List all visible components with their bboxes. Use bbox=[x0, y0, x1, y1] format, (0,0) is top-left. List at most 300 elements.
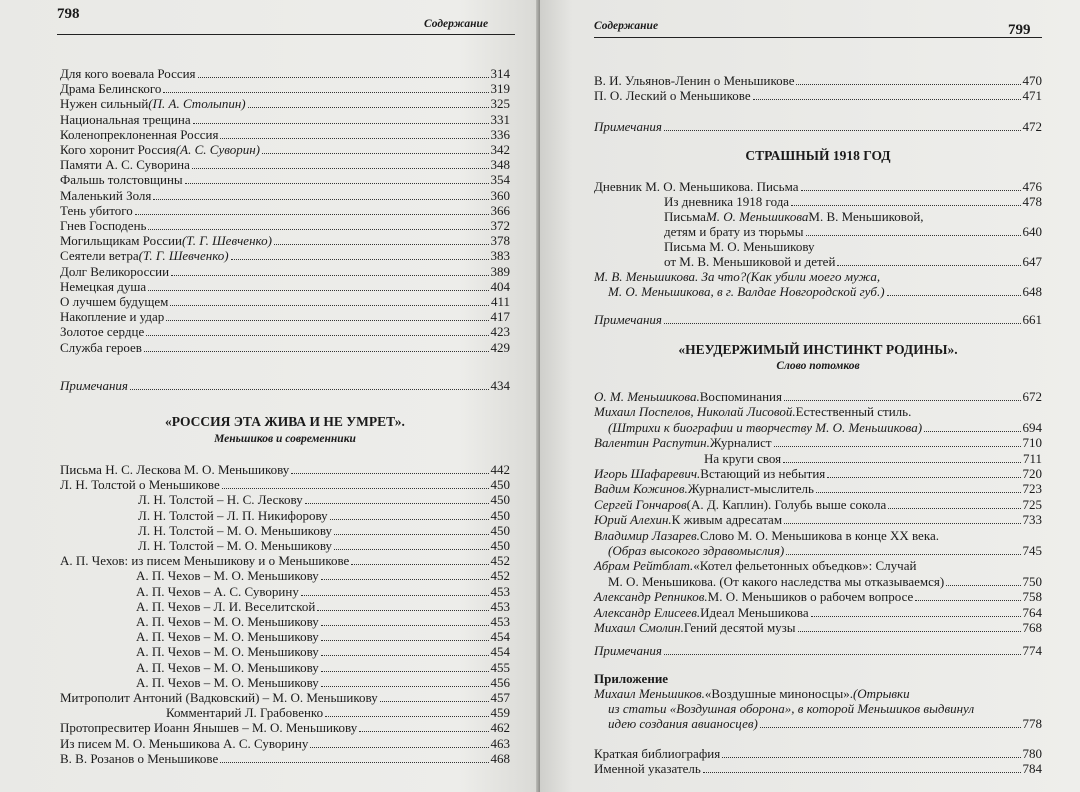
toc-entry[interactable] bbox=[608, 543, 1042, 558]
leader-dots bbox=[334, 534, 488, 535]
leader-dots bbox=[301, 595, 489, 596]
toc-page: 784 bbox=[1022, 761, 1042, 776]
toc-title: Из писем М. О. Меньшикова А. С. Суворину bbox=[60, 735, 309, 751]
toc-entry-diary-1918[interactable] bbox=[664, 194, 1042, 209]
toc-entry[interactable] bbox=[594, 481, 1042, 496]
leader-dots bbox=[170, 305, 489, 306]
toc-entry[interactable] bbox=[594, 389, 1042, 404]
toc-entry-letters2-line1[interactable] bbox=[664, 239, 1042, 254]
toc-author: Юрий Алехин. bbox=[594, 512, 672, 528]
toc-page: 672 bbox=[1022, 389, 1042, 404]
leader-dots bbox=[753, 99, 1021, 100]
toc-entry-letters-line2[interactable] bbox=[664, 224, 1042, 239]
toc-entry[interactable] bbox=[60, 736, 510, 751]
leader-dots bbox=[722, 757, 1020, 758]
leader-dots bbox=[185, 183, 489, 184]
toc-author: Владимир Лазарев. bbox=[594, 527, 700, 543]
toc-title: А. П. Чехов – М. О. Меньшикову bbox=[136, 644, 319, 660]
toc-title-italic: Михаил Меньшиков. bbox=[594, 686, 705, 701]
toc-author: Михаил Поспелов, Николай Лисовой. bbox=[594, 404, 796, 420]
toc-entry[interactable] bbox=[60, 248, 510, 263]
toc-author: Александр Елисеев. bbox=[594, 604, 701, 620]
toc-page: 476 bbox=[1022, 179, 1042, 194]
toc-title: Письма bbox=[664, 209, 706, 224]
leader-dots bbox=[760, 727, 1021, 728]
toc-page: 774 bbox=[1022, 643, 1042, 658]
toc-entry[interactable] bbox=[594, 88, 1042, 103]
toc-page: 725 bbox=[1022, 496, 1042, 512]
leader-dots bbox=[291, 473, 488, 474]
leader-dots bbox=[811, 616, 1021, 617]
toc-title: Слово М. О. Меньшикова в конце XX века. bbox=[699, 527, 939, 543]
toc-page: 720 bbox=[1022, 466, 1042, 481]
toc-title: Протопресвитер Иоанн Янышев – М. О. Меньшикову bbox=[60, 720, 358, 736]
toc-page: 372 bbox=[490, 218, 510, 233]
toc-entry[interactable] bbox=[594, 558, 1042, 573]
toc-entry[interactable] bbox=[60, 142, 510, 157]
toc-page: 450 bbox=[490, 522, 510, 538]
toc-page: 325 bbox=[490, 96, 510, 112]
toc-page: 453 bbox=[490, 598, 510, 614]
leader-dots bbox=[262, 153, 489, 154]
toc-title: Именной указатель bbox=[594, 761, 701, 776]
toc-entry[interactable] bbox=[60, 279, 510, 294]
toc-page: 453 bbox=[490, 614, 510, 629]
toc-page: 661 bbox=[1022, 312, 1042, 327]
toc-entry[interactable] bbox=[594, 620, 1042, 635]
toc-title: К живым адресатам bbox=[671, 512, 783, 528]
toc-entry[interactable] bbox=[594, 435, 1042, 450]
leader-dots bbox=[248, 107, 489, 108]
toc-title: Письма М. О. Меньшикову bbox=[664, 239, 815, 254]
leader-dots bbox=[146, 335, 488, 336]
leader-dots bbox=[321, 625, 489, 626]
header-rule-left bbox=[57, 34, 515, 35]
toc-page: 378 bbox=[490, 233, 510, 249]
toc-entry[interactable] bbox=[136, 584, 510, 599]
toc-entry-letters2-line2[interactable] bbox=[664, 254, 1042, 269]
toc-title: А. П. Чехов – М. О. Меньшикову bbox=[136, 674, 319, 690]
leader-dots bbox=[806, 235, 1021, 236]
toc-title-italic: М. О. Меньшикова bbox=[705, 209, 809, 224]
toc-title: М. О. Меньшиков о рабочем вопросе bbox=[707, 589, 914, 605]
right-page bbox=[540, 0, 1080, 792]
leader-dots bbox=[192, 168, 489, 169]
toc-title: В. И. Ульянов-Ленин о Меньшикове bbox=[594, 73, 795, 88]
toc-entry[interactable] bbox=[60, 720, 510, 735]
toc-title-italic: из статьи «Воздушная оборона», в которой Меньшиков выдвинул bbox=[608, 701, 975, 716]
toc-title: А. П. Чехов – М. О. Меньшикову bbox=[136, 659, 319, 675]
toc-entry[interactable] bbox=[60, 264, 510, 279]
leader-dots bbox=[888, 508, 1020, 509]
leader-dots bbox=[351, 564, 488, 565]
leader-dots bbox=[784, 400, 1021, 401]
toc-title: Могильщикам России bbox=[60, 233, 182, 249]
toc-title: (А. Д. Каплин). Голубь выше сокола bbox=[686, 496, 887, 512]
leader-dots bbox=[148, 290, 488, 291]
leader-dots bbox=[166, 320, 488, 321]
toc-title-italic: М. В. Меньшикова. За что? bbox=[594, 269, 747, 284]
leader-dots bbox=[816, 492, 1021, 493]
leader-dots bbox=[946, 585, 1020, 586]
toc-page: 450 bbox=[490, 507, 510, 523]
toc-entry[interactable] bbox=[704, 451, 1042, 466]
leader-dots bbox=[774, 446, 1021, 447]
toc-entry[interactable] bbox=[60, 127, 510, 142]
toc-entry[interactable] bbox=[60, 188, 510, 203]
toc-page: 442 bbox=[490, 462, 510, 477]
toc-title-italic: М. О. Меньшикова, в г. Валдае Новгородской губ.) bbox=[608, 284, 885, 299]
toc-page: 454 bbox=[490, 644, 510, 660]
toc-title: Немецкая душа bbox=[60, 278, 147, 294]
toc-title: Примечания bbox=[594, 643, 662, 658]
toc-page: 314 bbox=[490, 66, 510, 81]
leader-dots bbox=[163, 92, 488, 93]
section-title-instinct: «НЕУДЕРЖИМЫЙ ИНСТИНКТ РОДИНЫ». bbox=[678, 342, 958, 357]
toc-notes-right-c[interactable] bbox=[594, 643, 1042, 658]
toc-page: 383 bbox=[490, 248, 510, 264]
toc-author: Вадим Кожинов. bbox=[594, 481, 688, 497]
appendix-heading: Приложение bbox=[594, 671, 669, 686]
leader-dots bbox=[334, 549, 488, 550]
toc-title: Фальшь толстовщины bbox=[60, 172, 183, 188]
section-title-russia: «РОССИЯ ЭТА ЖИВА И НЕ УМРЕТ». bbox=[165, 414, 405, 429]
toc-entry-why-line1[interactable] bbox=[594, 269, 1042, 284]
toc-page: 389 bbox=[490, 263, 510, 279]
leader-dots bbox=[231, 259, 489, 260]
toc-page: 348 bbox=[490, 157, 510, 173]
leader-dots bbox=[827, 477, 1020, 478]
toc-entry[interactable] bbox=[594, 528, 1042, 543]
leader-dots bbox=[220, 138, 488, 139]
leader-dots bbox=[380, 701, 489, 702]
toc-title: Л. Н. Толстой о Меньшикове bbox=[60, 477, 220, 493]
toc-entry[interactable] bbox=[136, 675, 510, 690]
toc-title: Кого хоронит Россия bbox=[60, 142, 176, 157]
toc-title: (Штрихи к биографии и творчеству М. О. Меньшикова) bbox=[608, 419, 923, 435]
toc-title: Л. Н. Толстой – М. О. Меньшикову bbox=[138, 538, 333, 553]
toc-bibliography[interactable] bbox=[594, 746, 1042, 761]
toc-entry[interactable] bbox=[594, 512, 1042, 527]
toc-index[interactable] bbox=[594, 761, 1042, 776]
toc-page: 454 bbox=[490, 629, 510, 645]
toc-notes-right-a[interactable] bbox=[594, 119, 1042, 134]
leader-dots bbox=[220, 762, 488, 763]
toc-title: Сеятели ветра bbox=[60, 248, 139, 264]
toc-title: Нужен сильный bbox=[60, 96, 149, 112]
toc-entry[interactable] bbox=[594, 466, 1042, 481]
toc-title: Журналист bbox=[709, 435, 772, 451]
toc-page: 750 bbox=[1022, 573, 1042, 589]
section-title-1918: СТРАШНЫЙ 1918 ГОД bbox=[745, 148, 891, 163]
toc-title: Накопление и удар bbox=[60, 309, 165, 325]
toc-entry[interactable] bbox=[136, 660, 510, 675]
toc-page: 417 bbox=[490, 309, 510, 325]
toc-title: Памяти А. С. Суворина bbox=[60, 157, 190, 173]
toc-title: П. О. Леский о Меньшикове bbox=[594, 88, 751, 103]
toc-title: Гнев Господень bbox=[60, 218, 147, 233]
toc-entry[interactable] bbox=[138, 523, 510, 538]
toc-page: 470 bbox=[1022, 73, 1042, 88]
toc-page: 450 bbox=[490, 538, 510, 553]
toc-page: 711 bbox=[1022, 450, 1042, 466]
toc-page: 360 bbox=[490, 187, 510, 203]
leader-dots bbox=[837, 265, 1020, 266]
toc-page: 647 bbox=[1022, 254, 1042, 269]
leader-dots bbox=[310, 747, 488, 748]
toc-page: 354 bbox=[490, 172, 510, 188]
toc-page: 457 bbox=[490, 690, 510, 705]
toc-entry[interactable] bbox=[138, 538, 510, 553]
toc-entry[interactable] bbox=[60, 751, 510, 766]
leader-dots bbox=[359, 731, 488, 732]
toc-entry[interactable] bbox=[136, 599, 510, 614]
toc-page: 456 bbox=[490, 674, 510, 690]
toc-title: Л. Н. Толстой – М. О. Меньшикову bbox=[138, 522, 333, 538]
toc-title: Гений десятой музы bbox=[683, 620, 796, 635]
toc-title: Встающий из небытия bbox=[700, 466, 826, 481]
toc-entry[interactable] bbox=[136, 614, 510, 629]
toc-page: 745 bbox=[1022, 543, 1042, 558]
toc-entry[interactable] bbox=[60, 96, 510, 111]
toc-page: 423 bbox=[490, 324, 510, 340]
toc-page: 452 bbox=[490, 568, 510, 584]
toc-title-italic: (Как убили моего мужа, bbox=[746, 269, 881, 284]
toc-entry[interactable] bbox=[60, 66, 510, 81]
toc-entry[interactable] bbox=[608, 420, 1042, 435]
toc-page: 758 bbox=[1022, 589, 1042, 605]
leader-dots bbox=[798, 631, 1021, 632]
toc-title: М. В. Меньшиковой, bbox=[808, 209, 924, 224]
toc-title: Маленький Золя bbox=[60, 187, 152, 203]
toc-entry-diary[interactable] bbox=[594, 179, 1042, 194]
toc-page: 768 bbox=[1022, 620, 1042, 635]
appendix-line3[interactable] bbox=[608, 716, 1042, 731]
toc-entry[interactable] bbox=[60, 112, 510, 127]
running-header-left: Содержание bbox=[424, 18, 489, 30]
toc-page: 404 bbox=[490, 278, 510, 294]
toc-title: Примечания bbox=[594, 312, 662, 327]
toc-title: Краткая библиография bbox=[594, 746, 721, 761]
toc-entry[interactable] bbox=[594, 73, 1042, 88]
toc-author: Александр Репников. bbox=[594, 589, 708, 605]
toc-title: А. П. Чехов – М. О. Меньшикову bbox=[136, 629, 319, 645]
leader-dots bbox=[887, 295, 1021, 296]
toc-page: 342 bbox=[490, 142, 510, 157]
toc-title: Идеал Меньшикова bbox=[700, 604, 809, 620]
toc-title: Журналист-мыслитель bbox=[687, 481, 814, 497]
toc-title: «Котел фельетонных объедков»: Случай bbox=[693, 558, 917, 574]
toc-entry[interactable] bbox=[166, 705, 510, 720]
toc-page: 331 bbox=[490, 111, 510, 127]
leader-dots bbox=[330, 519, 489, 520]
leader-dots bbox=[796, 84, 1020, 85]
toc-entry[interactable] bbox=[136, 629, 510, 644]
leader-dots bbox=[193, 123, 489, 124]
toc-title: детям и брату из тюрьмы bbox=[664, 224, 804, 239]
leader-dots bbox=[924, 431, 1020, 432]
toc-page: 429 bbox=[490, 339, 510, 355]
toc-title-italic: (Т. Г. Шевченко) bbox=[181, 233, 272, 249]
toc-page: 459 bbox=[490, 705, 510, 721]
toc-notes-right-b[interactable] bbox=[594, 312, 1042, 327]
toc-author: Игорь Шафаревич. bbox=[594, 466, 701, 481]
toc-page: 694 bbox=[1022, 419, 1042, 435]
toc-entry[interactable] bbox=[60, 203, 510, 218]
leader-dots bbox=[783, 462, 1021, 463]
toc-title: от М. В. Меньшиковой и детей bbox=[664, 254, 836, 269]
toc-entry[interactable] bbox=[594, 589, 1042, 604]
toc-page: 455 bbox=[490, 659, 510, 675]
leader-dots bbox=[153, 199, 488, 200]
leader-dots bbox=[915, 600, 1020, 601]
toc-author: Валентин Распутин. bbox=[594, 435, 710, 451]
toc-entry[interactable] bbox=[60, 553, 510, 568]
toc-title: А. П. Чехов – А. С. Суворину bbox=[136, 583, 299, 599]
toc-page: 471 bbox=[1022, 88, 1042, 103]
toc-entry[interactable] bbox=[594, 404, 1042, 419]
toc-title-italic: (П. А. Столыпин) bbox=[148, 96, 246, 112]
toc-title-italic: (Отрывки bbox=[852, 686, 910, 701]
toc-page: 319 bbox=[490, 81, 510, 97]
toc-page: 366 bbox=[490, 202, 510, 218]
toc-title: Письма Н. С. Лескова М. О. Меньшикову bbox=[60, 462, 290, 477]
leader-dots bbox=[784, 523, 1020, 524]
toc-entry[interactable] bbox=[594, 497, 1042, 512]
leader-dots bbox=[321, 671, 489, 672]
leader-dots bbox=[321, 579, 489, 580]
leader-dots bbox=[321, 686, 489, 687]
toc-page: 780 bbox=[1022, 746, 1042, 761]
toc-page: 434 bbox=[490, 378, 510, 393]
toc-entry[interactable] bbox=[60, 81, 510, 96]
toc-page: 764 bbox=[1022, 604, 1042, 620]
leader-dots bbox=[801, 190, 1021, 191]
toc-page: 462 bbox=[490, 720, 510, 736]
toc-author: О. М. Меньшикова. bbox=[594, 389, 700, 404]
leader-dots bbox=[703, 772, 1021, 773]
toc-page: 468 bbox=[490, 750, 510, 766]
toc-entry[interactable] bbox=[60, 233, 510, 248]
header-rule-right bbox=[594, 37, 1042, 38]
leader-dots bbox=[171, 275, 488, 276]
toc-page: 450 bbox=[490, 492, 510, 508]
leader-dots bbox=[144, 351, 489, 352]
toc-page: 723 bbox=[1022, 481, 1042, 497]
toc-title: О лучшем будущем bbox=[60, 294, 169, 309]
toc-page: 648 bbox=[1022, 284, 1042, 299]
toc-entry[interactable] bbox=[60, 172, 510, 187]
toc-page: 452 bbox=[490, 553, 510, 569]
leader-dots bbox=[786, 554, 1020, 555]
leader-dots bbox=[664, 323, 1021, 324]
toc-title: А. П. Чехов: из писем Меньшикову и о Меньшикове bbox=[60, 553, 350, 569]
section-subtitle-russia: Меньшиков и современники bbox=[214, 433, 356, 445]
leader-dots bbox=[222, 488, 489, 489]
toc-entry[interactable] bbox=[594, 605, 1042, 620]
toc-entry[interactable] bbox=[60, 690, 510, 705]
toc-entry[interactable] bbox=[60, 462, 510, 477]
toc-entry[interactable] bbox=[138, 508, 510, 523]
toc-title-italic: идею создания авианосцев) bbox=[608, 716, 758, 731]
toc-entry-letters-line1[interactable] bbox=[664, 209, 1042, 224]
leader-dots bbox=[317, 610, 488, 611]
toc-page: 336 bbox=[490, 126, 510, 142]
toc-title: А. П. Чехов – М. О. Меньшикову bbox=[136, 568, 319, 584]
leader-dots bbox=[305, 503, 489, 504]
toc-entry[interactable] bbox=[60, 309, 510, 324]
toc-page: 710 bbox=[1022, 435, 1042, 451]
toc-title: Золотое сердце bbox=[60, 324, 145, 340]
toc-entry[interactable] bbox=[60, 477, 510, 492]
running-header-right: Содержание bbox=[594, 20, 659, 32]
leader-dots bbox=[791, 205, 1020, 206]
leader-dots bbox=[198, 77, 489, 78]
appendix-line2[interactable] bbox=[608, 701, 1042, 716]
toc-title: «Воздушные миноносцы». bbox=[704, 686, 853, 701]
toc-title: На круги своя bbox=[704, 450, 782, 466]
toc-notes-left[interactable] bbox=[60, 378, 510, 393]
toc-title: М. О. Меньшикова. (От какого наследства мы отказываемся) bbox=[608, 573, 945, 589]
leader-dots bbox=[664, 130, 1021, 131]
toc-title: А. П. Чехов – М. О. Меньшикову bbox=[136, 614, 319, 629]
toc-entry[interactable] bbox=[136, 568, 510, 583]
toc-title: Долг Великороссии bbox=[60, 263, 170, 279]
toc-title: Естественный стиль. bbox=[795, 404, 912, 420]
toc-title: Дневник М. О. Меньшикова. Письма bbox=[594, 179, 799, 194]
toc-page: 478 bbox=[1022, 194, 1042, 209]
toc-title: Л. Н. Толстой – Н. С. Лескову bbox=[138, 492, 303, 508]
toc-entry[interactable] bbox=[608, 574, 1042, 589]
toc-entry[interactable] bbox=[136, 644, 510, 659]
toc-entry[interactable] bbox=[60, 218, 510, 233]
toc-title-italic: (Т. Г. Шевченко) bbox=[138, 248, 229, 264]
toc-page: 453 bbox=[490, 583, 510, 599]
leader-dots bbox=[321, 655, 489, 656]
page-number-right: 799 bbox=[1008, 22, 1031, 38]
leader-dots bbox=[325, 716, 488, 717]
toc-entry-why-line2[interactable] bbox=[608, 284, 1042, 299]
toc-entry[interactable] bbox=[138, 492, 510, 507]
toc-author: Абрам Рейтблат. bbox=[594, 558, 694, 574]
toc-title: Примечания bbox=[594, 119, 662, 134]
toc-entry[interactable] bbox=[60, 157, 510, 172]
toc-page: 733 bbox=[1022, 512, 1042, 528]
toc-entry[interactable] bbox=[60, 324, 510, 339]
toc-entry[interactable] bbox=[60, 294, 510, 309]
leader-dots bbox=[321, 640, 489, 641]
toc-title: Примечания bbox=[60, 378, 128, 393]
toc-title: (Образ высокого здравомыслия) bbox=[608, 543, 785, 558]
toc-title: А. П. Чехов – Л. И. Веселитской bbox=[136, 598, 316, 614]
toc-author: Сергей Гончаров bbox=[594, 496, 687, 512]
toc-title-italic: (А. С. Суворин) bbox=[175, 142, 260, 157]
toc-entry[interactable] bbox=[60, 340, 510, 355]
leader-dots bbox=[664, 654, 1021, 655]
toc-page: 411 bbox=[490, 294, 510, 309]
page-number-left: 798 bbox=[57, 6, 80, 22]
toc-page: 450 bbox=[490, 477, 510, 493]
toc-title: Комментарий Л. Грабовенко bbox=[166, 705, 324, 721]
toc-title: Тень убитого bbox=[60, 202, 133, 218]
leader-dots bbox=[148, 229, 488, 230]
toc-title: Воспоминания bbox=[699, 389, 782, 404]
toc-title: Служба героев bbox=[60, 339, 142, 355]
toc-title: Из дневника 1918 года bbox=[664, 194, 790, 209]
toc-page: 640 bbox=[1022, 224, 1042, 239]
toc-author: Михаил Смолин. bbox=[594, 620, 684, 635]
appendix-line1[interactable] bbox=[594, 686, 1042, 701]
